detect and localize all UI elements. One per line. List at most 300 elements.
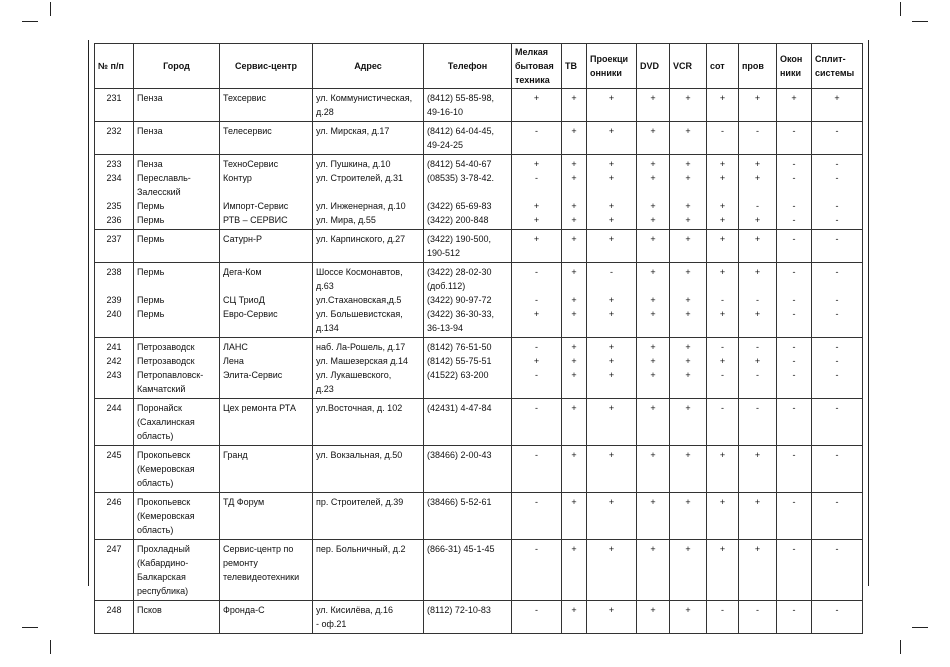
cell-address-line: ул. Строителей, д.31: [316, 173, 403, 183]
mark-prov: +: [754, 309, 761, 319]
header-vcr: VCR: [670, 44, 707, 89]
cell-city-line: Прокопьевск: [137, 497, 191, 507]
mark-vcr: +: [685, 234, 691, 244]
cell-phone-line: (38466) 5-52-61: [427, 497, 492, 507]
cell-small-appliances: [512, 89, 562, 122]
cell-small-appliances: [512, 122, 562, 155]
cell-windows: [777, 155, 812, 230]
crop-mark: [912, 21, 928, 22]
mark-windows: -: [792, 201, 796, 211]
cell-dvd: [637, 601, 670, 634]
mark-windows: -: [792, 126, 796, 136]
cell-city: [134, 122, 220, 155]
cell-num-line: [98, 138, 130, 152]
cell-num-line: 242: [106, 356, 122, 366]
header-city: Город: [134, 44, 220, 89]
cell-center-line: [223, 321, 309, 335]
mark-tv: +: [571, 173, 577, 183]
mark-windows: -: [792, 356, 796, 366]
mark-prov: -: [756, 403, 759, 413]
cell-city: [134, 263, 220, 338]
cell-center-line: Техсервис: [223, 93, 267, 103]
cell-phone: [424, 263, 512, 338]
mark-vcr: +: [685, 497, 691, 507]
cell-sot: [707, 338, 739, 399]
cell-address-line: ул. Лукашевского,: [316, 370, 392, 380]
cell-address-line: д.23: [316, 384, 334, 394]
cell-small-appliances: [512, 540, 562, 601]
header-tv: ТВ: [562, 44, 587, 89]
cell-sot: [707, 122, 739, 155]
mark-windows: -: [792, 309, 796, 319]
mark-windows: -: [792, 215, 796, 225]
cell-address-line: ул.Восточная, д. 102: [316, 403, 403, 413]
mark-prov: +: [754, 173, 761, 183]
cell-vcr: [670, 446, 707, 493]
cell-sot: [707, 399, 739, 446]
mark-windows: -: [792, 159, 796, 169]
cell-vcr: [670, 230, 707, 263]
mark-windows: -: [792, 267, 796, 277]
mark-small-appliances: -: [535, 403, 538, 413]
mark-tv: +: [571, 126, 577, 136]
mark-sot: +: [719, 544, 726, 554]
cell-vcr: [670, 338, 707, 399]
cell-phone-line: 190-512: [427, 248, 461, 258]
mark-vcr: +: [685, 342, 691, 352]
cell-vcr: [670, 122, 707, 155]
cell-center-line: [223, 246, 309, 260]
cell-num-line: 233: [106, 159, 122, 169]
cell-num: [95, 493, 134, 540]
cell-address: [313, 399, 424, 446]
header-prov: пров: [739, 44, 777, 89]
cell-tv: [562, 89, 587, 122]
cell-windows: [777, 601, 812, 634]
mark-small-appliances: -: [535, 126, 538, 136]
mark-small-appliances: [515, 279, 558, 293]
cell-center: [220, 89, 313, 122]
cell-small-appliances: [512, 446, 562, 493]
cell-num-line: 240: [106, 309, 122, 319]
mark-projectors: +: [608, 173, 615, 183]
cell-phone: [424, 122, 512, 155]
cell-projectors: [587, 263, 637, 338]
mark-split: -: [835, 544, 839, 554]
cell-sot: [707, 446, 739, 493]
cell-dvd: [637, 399, 670, 446]
cell-projectors: [587, 493, 637, 540]
cell-num: [95, 540, 134, 601]
mark-dvd: +: [650, 450, 656, 460]
mark-projectors: +: [608, 309, 615, 319]
mark-projectors: +: [608, 450, 615, 460]
cell-city-line: область): [137, 478, 174, 488]
mark-projectors: -: [610, 267, 613, 277]
mark-prov: -: [756, 342, 759, 352]
mark-tv: [565, 185, 583, 199]
header-sot: сот: [707, 44, 739, 89]
cell-tv: [562, 338, 587, 399]
mark-dvd: +: [650, 403, 656, 413]
mark-dvd: [640, 279, 666, 293]
cell-dvd: [637, 446, 670, 493]
cell-phone-line: (3422) 200-848: [427, 215, 489, 225]
mark-tv: +: [571, 450, 577, 460]
table-row: [95, 263, 863, 338]
cell-phone-line: (8142) 76-51-50: [427, 342, 492, 352]
cell-phone-line: [427, 185, 508, 199]
mark-windows: -: [792, 450, 796, 460]
cell-split: [812, 446, 863, 493]
cell-center-line: телевидеотехники: [223, 572, 300, 582]
cell-small-appliances: [512, 601, 562, 634]
cell-phone-line: (8412) 64-04-45,: [427, 126, 495, 136]
mark-dvd: +: [650, 215, 656, 225]
cell-address-line: ул. Вокзальная, д.50: [316, 450, 403, 460]
mark-small-appliances: -: [535, 267, 538, 277]
cell-city-line: Прокопьевск: [137, 450, 191, 460]
cell-city-line: Пермь: [137, 234, 165, 244]
cell-city: [134, 601, 220, 634]
mark-prov: +: [754, 497, 761, 507]
cell-center-line: Евро-Сервис: [223, 309, 278, 319]
mark-sot: -: [721, 126, 724, 136]
cell-address-line: ул. Мира, д.55: [316, 215, 376, 225]
cell-address-line: ул. Инженерная, д.10: [316, 201, 406, 211]
mark-dvd: +: [650, 93, 656, 103]
cell-tv: [562, 601, 587, 634]
cell-address-line: д.63: [316, 281, 334, 291]
cell-num-line: 238: [106, 267, 122, 277]
mark-dvd: +: [650, 309, 656, 319]
mark-split: -: [835, 267, 839, 277]
cell-dvd: [637, 155, 670, 230]
cell-small-appliances: [512, 263, 562, 338]
cell-num-line: [98, 321, 130, 335]
cell-prov: [739, 230, 777, 263]
mark-dvd: +: [650, 201, 656, 211]
mark-prov: [742, 185, 773, 199]
mark-dvd: +: [650, 356, 656, 366]
cell-address: [313, 540, 424, 601]
cell-vcr: [670, 399, 707, 446]
mark-tv: +: [571, 267, 577, 277]
cell-num-line: 235: [106, 201, 122, 211]
mark-windows: -: [792, 403, 796, 413]
cell-phone-line: (3422) 90-97-72: [427, 295, 492, 305]
cell-prov: [739, 155, 777, 230]
cell-split: [812, 399, 863, 446]
cell-windows: [777, 338, 812, 399]
cell-center-line: ЛАНС: [223, 342, 248, 352]
mark-tv: +: [571, 544, 577, 554]
cell-tv: [562, 540, 587, 601]
cell-sot: [707, 493, 739, 540]
cell-num-line: 237: [106, 234, 122, 244]
mark-projectors: +: [608, 605, 615, 615]
cell-phone: [424, 540, 512, 601]
cell-num-line: 231: [106, 93, 122, 103]
mark-projectors: +: [608, 497, 615, 507]
mark-small-appliances: +: [533, 159, 540, 169]
mark-dvd: +: [650, 370, 656, 380]
mark-windows: +: [791, 93, 797, 103]
cell-city-line: [137, 138, 216, 152]
mark-prov: -: [756, 605, 759, 615]
cell-center-line: ТехноСервис: [223, 159, 279, 169]
crop-mark: [912, 627, 928, 628]
mark-windows: -: [792, 295, 796, 305]
mark-vcr: +: [685, 605, 691, 615]
cell-city-line: Петрозаводск: [137, 356, 195, 366]
cell-vcr: [670, 601, 707, 634]
cell-prov: [739, 540, 777, 601]
mark-tv: +: [571, 159, 577, 169]
cell-num-line: 244: [106, 403, 122, 413]
cell-tv: [562, 493, 587, 540]
cell-center-line: Телесервис: [223, 126, 272, 136]
cell-windows: [777, 446, 812, 493]
cell-address: [313, 89, 424, 122]
cell-projectors: [587, 399, 637, 446]
cell-vcr: [670, 540, 707, 601]
cell-num: [95, 155, 134, 230]
crop-mark: [900, 2, 901, 16]
cell-center-line: СЦ ТриоД: [223, 295, 265, 305]
table-row: [95, 338, 863, 399]
mark-small-appliances: +: [533, 215, 540, 225]
cell-windows: [777, 263, 812, 338]
cell-city-line: Залесский: [137, 187, 181, 197]
cell-num-line: [98, 105, 130, 119]
cell-city-line: [137, 279, 216, 293]
cell-center-line: Сатурн-Р: [223, 234, 263, 244]
cell-center-line: [223, 105, 309, 119]
cell-phone-line: (3422) 65-69-83: [427, 201, 492, 211]
table-row: [95, 493, 863, 540]
mark-small-appliances: -: [535, 370, 538, 380]
cell-num-line: 234: [106, 173, 122, 183]
cell-center-line: [223, 382, 309, 396]
mark-projectors: +: [608, 356, 615, 366]
cell-center: [220, 155, 313, 230]
cell-num-line: 241: [106, 342, 122, 352]
cell-windows: [777, 540, 812, 601]
cell-num-line: 247: [106, 544, 122, 554]
cell-center-line: Цех ремонта РТА: [223, 403, 296, 413]
mark-tv: +: [571, 605, 577, 615]
cell-num-line: 236: [106, 215, 122, 225]
cell-phone-line: 49-16-10: [427, 107, 464, 117]
cell-phone-line: (41522) 63-200: [427, 370, 489, 380]
mark-sot: +: [719, 215, 726, 225]
cell-prov: [739, 122, 777, 155]
cell-address-line: [316, 185, 420, 199]
cell-city: [134, 493, 220, 540]
mark-dvd: [640, 185, 666, 199]
mark-sot: -: [721, 370, 724, 380]
cell-city-line: Переславль-: [137, 173, 191, 183]
mark-dvd: +: [650, 342, 656, 352]
cell-city-line: область): [137, 431, 174, 441]
mark-small-appliances: +: [533, 201, 540, 211]
mark-tv: +: [571, 215, 577, 225]
mark-dvd: +: [650, 295, 656, 305]
cell-projectors: [587, 89, 637, 122]
cell-address-line: ул. Коммунистическая,: [316, 93, 413, 103]
mark-vcr: +: [685, 173, 691, 183]
cell-phone-line: (3422) 190-500,: [427, 234, 492, 244]
cell-address-line: ул. Кисилёва, д.16: [316, 605, 394, 615]
mark-prov: -: [756, 370, 759, 380]
header-windows: Окон ники: [777, 44, 812, 89]
mark-tv: +: [571, 234, 577, 244]
cell-num: [95, 446, 134, 493]
mark-vcr: +: [685, 159, 691, 169]
mark-vcr: +: [685, 544, 691, 554]
mark-dvd: +: [650, 173, 656, 183]
mark-small-appliances: +: [533, 309, 540, 319]
mark-windows: -: [792, 544, 796, 554]
cell-dvd: [637, 230, 670, 263]
cell-city-line: Пермь: [137, 201, 165, 211]
mark-sot: [710, 279, 735, 293]
cell-split: [812, 540, 863, 601]
cell-split: [812, 263, 863, 338]
cell-address: [313, 263, 424, 338]
cell-prov: [739, 263, 777, 338]
cell-num: [95, 338, 134, 399]
cell-address-line: ул. Пушкина, д.10: [316, 159, 391, 169]
cell-small-appliances: [512, 493, 562, 540]
cell-address-line: ул. Мирская, д.17: [316, 126, 390, 136]
mark-prov: +: [754, 544, 761, 554]
cell-address-line: ул. Большевистская,: [316, 309, 403, 319]
mark-split: -: [835, 342, 839, 352]
cell-num-line: [98, 279, 130, 293]
cell-address: [313, 155, 424, 230]
cell-small-appliances: [512, 399, 562, 446]
cell-city-line: (Кабардино-: [137, 558, 189, 568]
cell-split: [812, 155, 863, 230]
mark-dvd: +: [650, 497, 656, 507]
cell-sot: [707, 540, 739, 601]
cell-center-line: Дега-Ком: [223, 267, 262, 277]
mark-tv: +: [571, 201, 577, 211]
cell-num: [95, 601, 134, 634]
mark-small-appliances: +: [533, 93, 540, 103]
cell-prov: [739, 446, 777, 493]
mark-projectors: +: [608, 201, 615, 211]
cell-address-line: - оф.21: [316, 619, 347, 629]
cell-center-line: Контур: [223, 173, 252, 183]
cell-vcr: [670, 155, 707, 230]
mark-projectors: +: [608, 93, 615, 103]
header-dvd: DVD: [637, 44, 670, 89]
mark-sot: +: [719, 309, 726, 319]
cell-address-line: пр. Строителей, д.39: [316, 497, 404, 507]
cell-city-line: Пенза: [137, 159, 163, 169]
mark-dvd: +: [650, 544, 656, 554]
mark-sot: +: [719, 159, 726, 169]
cell-city-line: республика): [137, 586, 189, 596]
cell-city-line: Пермь: [137, 267, 165, 277]
mark-prov: [742, 279, 773, 293]
mark-split: -: [835, 370, 839, 380]
cell-split: [812, 338, 863, 399]
cell-tv: [562, 155, 587, 230]
mark-projectors: [590, 185, 633, 199]
cell-phone-line: [427, 382, 508, 396]
cell-city-line: (Кемеровская: [137, 464, 195, 474]
cell-center-line: Лена: [223, 356, 244, 366]
mark-dvd: +: [650, 234, 656, 244]
mark-tv: +: [571, 356, 577, 366]
cell-center: [220, 493, 313, 540]
cell-prov: [739, 399, 777, 446]
cell-city: [134, 399, 220, 446]
cell-sot: [707, 263, 739, 338]
cell-tv: [562, 446, 587, 493]
mark-prov: +: [754, 356, 761, 366]
mark-vcr: +: [685, 93, 691, 103]
crop-mark: [50, 640, 51, 654]
cell-num-line: [98, 185, 130, 199]
cell-phone-line: (38466) 2-00-43: [427, 450, 492, 460]
cell-prov: [739, 338, 777, 399]
mark-small-appliances: -: [535, 497, 538, 507]
mark-projectors: +: [608, 295, 615, 305]
mark-split: -: [835, 159, 839, 169]
mark-small-appliances: -: [535, 342, 538, 352]
crop-mark: [22, 627, 38, 628]
cell-center: [220, 122, 313, 155]
header-num: № п/п: [95, 44, 134, 89]
mark-tv: +: [571, 403, 577, 413]
cell-city-line: Псков: [137, 605, 162, 615]
cell-num-line: 246: [106, 497, 122, 507]
cell-city-line: Пермь: [137, 309, 165, 319]
header-small-appliances: Мелкая бытовая техника: [512, 44, 562, 89]
cell-city: [134, 338, 220, 399]
mark-sot: +: [719, 201, 726, 211]
cell-split: [812, 493, 863, 540]
mark-vcr: +: [685, 356, 691, 366]
table-row: [95, 122, 863, 155]
mark-small-appliances: -: [535, 295, 538, 305]
cell-city-line: область): [137, 525, 174, 535]
cell-address-line: ул. Машезерская д.14: [316, 356, 408, 366]
mark-sot: +: [719, 93, 726, 103]
mark-split: -: [835, 295, 839, 305]
mark-prov: +: [754, 234, 761, 244]
mark-sot: -: [721, 342, 724, 352]
header-center: Сервис-центр: [220, 44, 313, 89]
cell-projectors: [587, 446, 637, 493]
cell-address-line: Шоссе Космонавтов,: [316, 267, 403, 277]
mark-projectors: +: [608, 159, 615, 169]
mark-tv: +: [571, 93, 577, 103]
mark-prov: +: [754, 267, 761, 277]
cell-address-line: [316, 246, 420, 260]
mark-prov: +: [754, 215, 761, 225]
mark-vcr: [673, 279, 703, 293]
cell-city-line: Балкарская: [137, 572, 186, 582]
cell-center-line: Импорт-Сервис: [223, 201, 289, 211]
mark-windows: -: [792, 370, 796, 380]
cell-tv: [562, 230, 587, 263]
